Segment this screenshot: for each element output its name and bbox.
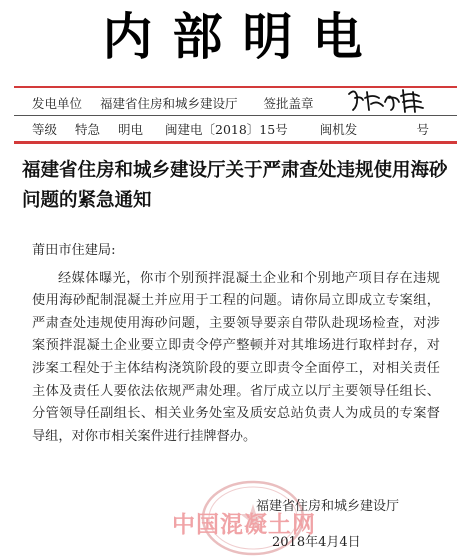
distribution-code: 闽机发 <box>319 122 358 137</box>
body-paragraph: 经媒体曝光，你市个别预拌混凝土企业和个别地产项目存在违规使用海砂配制混凝土并应用于工程的问题。请你局立即成立专案组，严肃查处违规使用海砂问题，主要领导要亲自带队赴现场检查，对涉案预拌混凝土企业要立即责令停产整顿并对其堆场进行取样封存，对涉案工程处于主体结构浇筑阶段的要立即责令全面停工，对相关责任主体及责任人要依法依规严肃处理。省厅成立以厅主要领导任组长、分管领导任副组长、相关业务处室及质安总站负责人为成员的专案督导组，对你市相关案件进行挂牌督办。 <box>32 270 440 444</box>
meta-row-level <box>32 121 455 139</box>
document-number: 闽建电〔2018〕15号 <box>165 122 288 137</box>
sender-label: 发电单位 <box>32 96 83 111</box>
number-label: 号 <box>416 122 429 137</box>
issue-date: 2018年4月4日 <box>272 535 361 550</box>
document-heading: 内部明电 <box>102 7 383 66</box>
addressee: 莆田市住建局: <box>32 243 116 258</box>
black-rule-middle <box>14 115 457 116</box>
document-title: 福建省住房和城乡建设厅关于严肃查处违规使用海砂问题的紧急通知 <box>22 160 448 211</box>
issuer-name: 福建省住房和城乡建设厅 <box>256 499 400 514</box>
telegram-type: 明电 <box>118 122 144 137</box>
watermark-text: 中国混凝土网 <box>172 512 316 538</box>
signer-label: 签批盖章 <box>263 96 314 111</box>
handwritten-signature <box>345 86 427 114</box>
red-rule-bottom <box>14 141 457 144</box>
level-label: 等级 <box>32 122 58 137</box>
sender-value: 福建省住房和城乡建设厅 <box>100 96 238 111</box>
level-value: 特急 <box>75 122 101 137</box>
document-body <box>32 240 440 448</box>
